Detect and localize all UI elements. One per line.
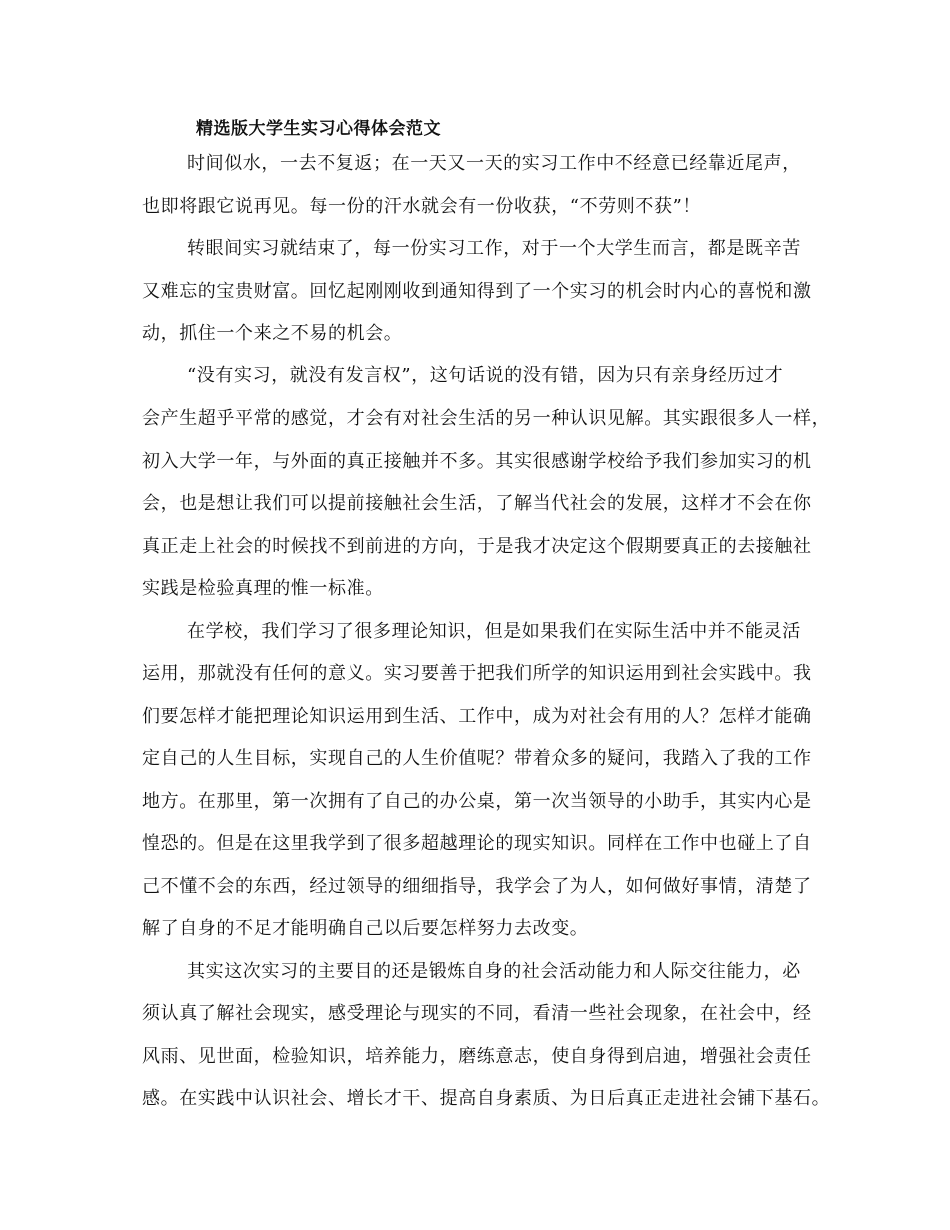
paragraph-line: 也即将跟它说再见。每一份的汗水就会有一份收获，“不劳则不获”！ — [142, 196, 702, 217]
paragraph-line: 真正走上社会的时候找不到前进的方向，于是我才决定这个假期要真正的去接触社 — [142, 536, 812, 557]
paragraph-line: 运用，那就没有任何的意义。实习要善于把我们所学的知识运用到社会实践中。我 — [142, 663, 812, 684]
paragraph-line: 在学校，我们学习了很多理论知识，但是如果我们在实际生活中并不能灵活 — [187, 621, 801, 642]
paragraph-line: 们要怎样才能把理论知识运用到生活、工作中，成为对社会有用的人？怎样才能确 — [142, 706, 812, 727]
paragraph-line: 己不懂不会的东西，经过领导的细细指导，我学会了为人，如何做好事情，清楚了 — [142, 876, 812, 897]
paragraph-line: 实践是检验真理的惟一标准。 — [142, 578, 384, 599]
paragraph-line: 转眼间实习就结束了，每一份实习工作，对于一个大学生而言，都是既辛苦 — [187, 238, 801, 259]
paragraph-line: 初入大学一年，与外面的真正接触并不多。其实很感谢学校给予我们参加实习的机 — [142, 451, 812, 472]
paragraph-line: 又难忘的宝贵财富。回忆起刚刚收到通知得到了一个实习的机会时内心的喜悦和激 — [142, 281, 812, 302]
paragraph-line: 须认真了解社会现实，感受理论与现实的不同，看清一些社会现象，在社会中，经 — [142, 1003, 812, 1024]
paragraph-line: 解了自身的不足才能明确自己以后要怎样努力去改变。 — [142, 918, 589, 939]
paragraph-line: 感。在实践中认识社会、增长才干、提高自身素质、为日后真正走进社会铺下基石。 — [142, 1088, 831, 1109]
paragraph-line: 风雨、见世面，检验知识，培养能力，磨练意志，使自身得到启迪，增强社会责任 — [142, 1046, 812, 1067]
paragraph-line: 定自己的人生目标，实现自己的人生价值呢？带着众多的疑问，我踏入了我的工作 — [142, 748, 812, 769]
document-title: 精选版大学生实习心得体会范文 — [196, 119, 441, 139]
paragraph-line: 时间似水，一去不复返；在一天又一天的实习工作中不经意已经靠近尾声， — [187, 153, 801, 174]
paragraph-line: 其实这次实习的主要目的还是锻炼自身的社会活动能力和人际交往能力，必 — [187, 961, 801, 982]
paragraph-line: 地方。在那里，第一次拥有了自己的办公桌，第一次当领导的小助手，其实内心是 — [142, 791, 812, 812]
paragraph-line: 会产生超乎平常的感觉，才会有对社会生活的另一种认识见解。其实跟很多人一样， — [142, 408, 831, 429]
paragraph-line: 动，抓住一个来之不易的机会。 — [142, 323, 403, 344]
paragraph-line: “没有实习，就没有发言权”，这句话说的没有错，因为只有亲身经历过才 — [187, 365, 784, 386]
paragraph-line: 惶恐的。但是在这里我学到了很多超越理论的现实知识。同样在工作中也碰上了自 — [142, 833, 812, 854]
paragraph-line: 会，也是想让我们可以提前接触社会生活，了解当代社会的发展，这样才不会在你 — [142, 493, 812, 514]
